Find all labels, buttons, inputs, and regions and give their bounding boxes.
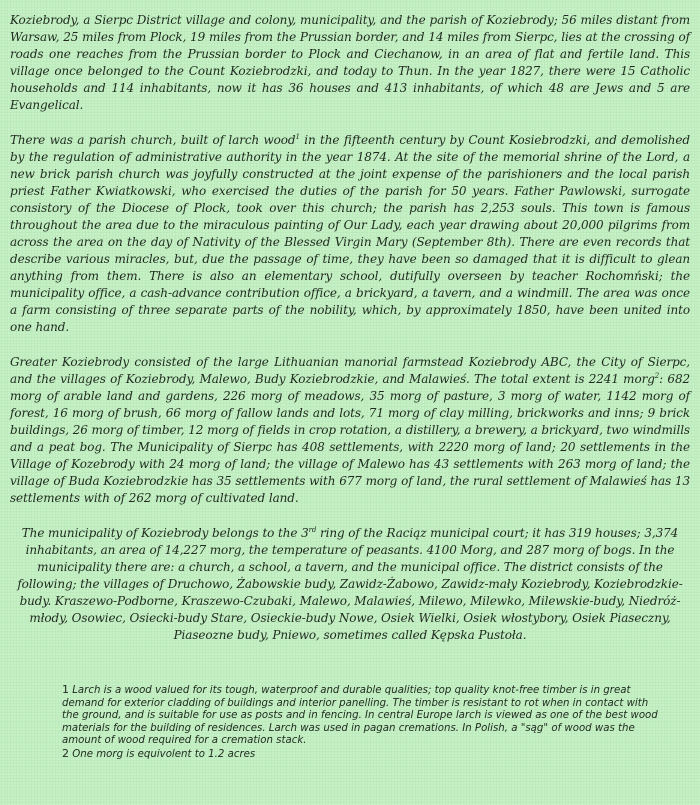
footnote-1 [62,684,662,748]
footnote-1-number: 1 [62,683,69,696]
footnote-2-number: 2 [62,746,69,760]
paragraph-2-text-start: There was a parish church, built of larch wood [10,133,296,147]
paragraph-gap [10,336,690,354]
footnote-2-text: One morg is equivolent to 1.2 acres [69,748,256,760]
paragraph-3-text-start: Greater Koziebrody consisted of the large Lithuanian manorial farmstead Koziebrody ABC, the City of Sierpc, and the villages of Koziebrody, Malewo, Budy Koziebrodzkie, and Malawieś. The total extent is 2241 morg [10,355,690,386]
paragraph-gap [10,114,690,132]
footnote-1-text: Larch is a wood valued for its tough, waterproof and durable qualities; top quality knot-free timber is in great demand for exterior cladding of buildings and interior panelling. The timber is resistant to rot when in contact with the ground, and is suitable for use as posts and in fencing. In central Europe larch is viewed as one of the best wood materials for the building of residences. Larch was used in pagan cremations. In Polish, a "sąg" of wood was the amount of wood required for a cremation stack. [62,685,658,746]
paragraph-greater-koziebrody [10,354,690,507]
paragraph-2-text-end: in the fifteenth century by Count Kosiebrodzki, and demolished by the regulation of administrative authority in the year 1874. At the site of the memorial shrine of the Lord, a new brick parish church was joyfully constructed at the joint expense of the parishioners and the local parish priest Father Kwiatkowski, who exercised the duties of the parish for 50 years. Father Pawlowski, surrogate consistory of the Diocese of Plock, took over this church; the parish has 2,253 souls. This town is famous throughout the area due to the miraculous painting of Our Lady, each year drawing about 20,000 pilgrims from across the area on the day of Nativity of the Blessed Virgin Mary (September 8th). There are even records that describe various miracles, but, due the passage of time, they have been so damaged that it is difficult to glean anything from them. There is also an elementary school, dutifully overseen by teacher Rochomński; the municipality office, a cash-advance contribution office, a brickyard, a tavern, and a windmill. The area was once a farm consisting of three separate parts of the nobility, which, by approximately 1850, have been united into one hand. [10,133,690,334]
footnote-reference-2[interactable]: 2 [654,372,660,380]
paragraph-3-text-end: : 682 morg of arable land and gardens, 226 morg of meadows, 35 morg of pasture, 3 morg of water, 1142 morg of forest, 16 morg of brush, 66 morg of fallow lands and lots, 71 morg of clay milling, brickworks and inns; 9 brick buildings, 26 morg of timber, 12 morg of fields in crop rotation, a distillery, a brewery, a brickyard, two windmills and a peat bog. The Municipality of Sierpc has 408 settlements, with 2220 morg of land; 20 settlements in the Village of Kozebrody with 24 morg of land; the village of Malewo has 43 settlements with 263 morg of land; the village of Buda Koziebrodzkie has 35 settlements with 677 morg of land, the rural settlement of Malawieś has 13 settlements with of 262 morg of cultivated land. [10,372,691,505]
footnote-2 [62,748,662,762]
paragraph-village-overview [10,12,690,114]
paragraph-4-text-end: ring of the Raciąz municipal court; it has 319 houses; 3,374 inhabitants, an area of 14,227 morg, the temperature of peasants. 4100 Morg, and 287 morg of bogs. In the municipality there are: a church, a school, a tavern, and the municipal office. The district consists of the following; the villages of Druchowo, Żabowskie budy, Zawidz-Żabowo, Zawidz-mały Koziebrody, Koziebrodzkie-budy. Kraszewo-Podborne, Kraszewo-Czubaki, Malewo, Malawieś, Milewo, Milewko, Milewskie-budy, Niedróż-młody, Osowiec, Osiecki-budy Stare, Osieckie-budy Nowe, Osiek Wielki, Osiek włostybory, Osiek Piaseczny, Piaseozne budy, Pniewo, sometimes called Kępska Pustoła. [17,526,683,642]
footnotes-section [62,684,662,761]
paragraph-gap [10,507,690,525]
paragraph-4-text-start: The municipality of Koziebrody belongs to the 3 [21,526,309,540]
paragraph-municipality [10,525,690,644]
paragraph-parish-church [10,132,690,336]
ordinal-suffix: rd [308,526,317,534]
footnote-reference-1[interactable]: 1 [295,133,300,141]
paragraph-1-text: Koziebrody, a Sierpc District village and colony, municipality, and the parish of Koziebrody; 56 miles distant from Warsaw, 25 miles from Plock, 19 miles from the Prussian border, and 14 miles from Sierpc, lies at the crossing of roads one reaches from the Prussian border to Plock and Ciechanow, in an area of flat and fertile land. This village once belonged to the Count Koziebrodzki, and today to Thun. In the year 1827, there were 15 Catholic households and 114 inhabitants, now it has 36 houses and 413 inhabitants, of which 48 are Jews and 5 are Evangelical. [10,13,690,112]
